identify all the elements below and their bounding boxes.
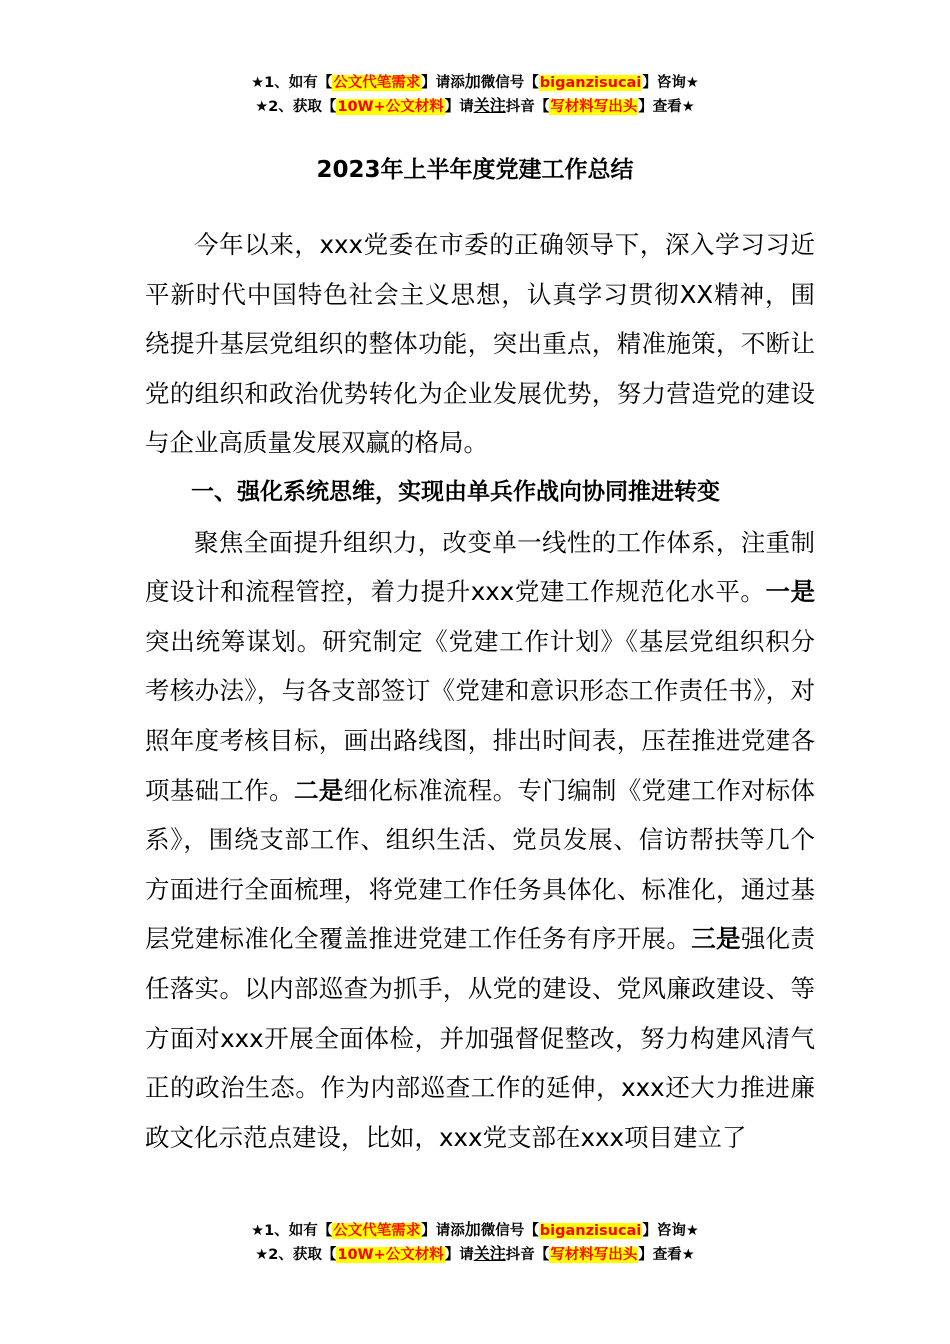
highlight-materials: 10W+公文材料: [337, 99, 444, 115]
banner-text: 关注: [473, 1244, 506, 1263]
highlight-service: 公文代笔需求: [333, 1223, 421, 1239]
highlight-douyin: 写材料写出头: [550, 1247, 638, 1263]
star-icon: ★: [681, 1247, 695, 1263]
paragraph-text: 细化标准流程。专门编制《党建工作对标体系》，围绕支部工作、组织生活、党员发展、信访帮扶等几个方面进行全面梳理，将党建工作任务具体化、标准化，通过基层党建标准化全覆盖推进党建工作任务有序开展。: [145, 775, 816, 954]
banner-text: 】查看: [638, 1247, 682, 1263]
banner-text: 加: [464, 1220, 481, 1239]
banner-text: 1、如有【: [264, 1223, 333, 1239]
paragraph-text: 强化责任落实。以内部巡查为抓手，从党的建设、党风廉政建设、等方面对xxx开展全面体检，并加强督促整改，努力构建风清气正的政治生态。作为内部巡查工作的延伸，xxx还大力推进廉政文化示范点建设，比如，xxx党支部在xxx项目建立了: [145, 924, 816, 1152]
banner-text: 】咨询: [642, 75, 686, 91]
header-banner: [0, 70, 950, 118]
item-label: 二是: [293, 775, 344, 805]
banner-text: 2、获取【: [268, 1247, 337, 1263]
banner-text: 加: [464, 72, 481, 91]
footer-banner: [0, 1218, 950, 1266]
banner-text: 】请添: [421, 75, 465, 91]
banner-line-2: [0, 1242, 950, 1266]
star-icon: ★: [255, 99, 269, 115]
star-icon: ★: [685, 1223, 699, 1239]
banner-text: 微信号【: [480, 75, 539, 91]
banner-text: 抖音【: [505, 1247, 550, 1263]
banner-text: 1、如有【: [264, 75, 333, 91]
highlight-wechat-id: biganzisucai: [539, 1223, 642, 1239]
item-label: 一是: [765, 577, 815, 607]
banner-text: 关注: [473, 96, 506, 115]
star-icon: ★: [251, 1223, 265, 1239]
banner-line-2: [0, 94, 950, 118]
star-icon: ★: [251, 75, 265, 91]
document-title: 2023年上半年度党建工作总结: [316, 157, 634, 183]
banner-text: 】查看: [638, 99, 682, 115]
intro-paragraph: 今年以来，xxx党委在市委的正确领导下，深入学习习近平新时代中国特色社会主义思想，认真学习贯彻XX精神，围绕提升基层党组织的整体功能，突出重点，精准施策，不断让党的组织和政治优势转化为企业发展优势，努力营造党的建设与企业高质量发展双赢的格局。: [145, 230, 815, 458]
banner-line-1: [0, 70, 950, 94]
banner-text: 】咨询: [642, 1223, 686, 1239]
highlight-service: 公文代笔需求: [333, 75, 421, 91]
star-icon: ★: [681, 99, 695, 115]
highlight-wechat-id: biganzisucai: [539, 75, 642, 91]
paragraph-text: 突出统筹谋划。研究制定《党建工作计划》《基层党组织积分考核办法》，与各支部签订《党建和意识形态工作责任书》，对照年度考核目标，画出路线图，排出时间表，压茬推进党建各项基础工作。: [145, 626, 815, 805]
highlight-douyin: 写材料写出头: [550, 99, 638, 115]
star-icon: ★: [255, 1247, 269, 1263]
banner-line-1: [0, 1218, 950, 1242]
section-heading: 一、强化系统思维，实现由单兵作战向协同推进转变: [191, 478, 720, 505]
banner-text: 】请添: [421, 1223, 465, 1239]
banner-text: 】请: [444, 1247, 474, 1263]
section-paragraph: [145, 518, 815, 1163]
paragraph-text: 聚焦全面提升组织力，改变单一线性的工作体系，注重制度设计和流程管控，着力提升xxx党建工作规范化水平。: [145, 527, 815, 607]
banner-text: 微信号【: [480, 1223, 539, 1239]
banner-text: 】请: [444, 99, 474, 115]
banner-text: 抖音【: [505, 99, 550, 115]
star-icon: ★: [685, 75, 699, 91]
document-body: [145, 220, 815, 1162]
item-label: 三是: [691, 924, 741, 954]
highlight-materials: 10W+公文材料: [337, 1247, 444, 1263]
banner-text: 2、获取【: [268, 99, 337, 115]
